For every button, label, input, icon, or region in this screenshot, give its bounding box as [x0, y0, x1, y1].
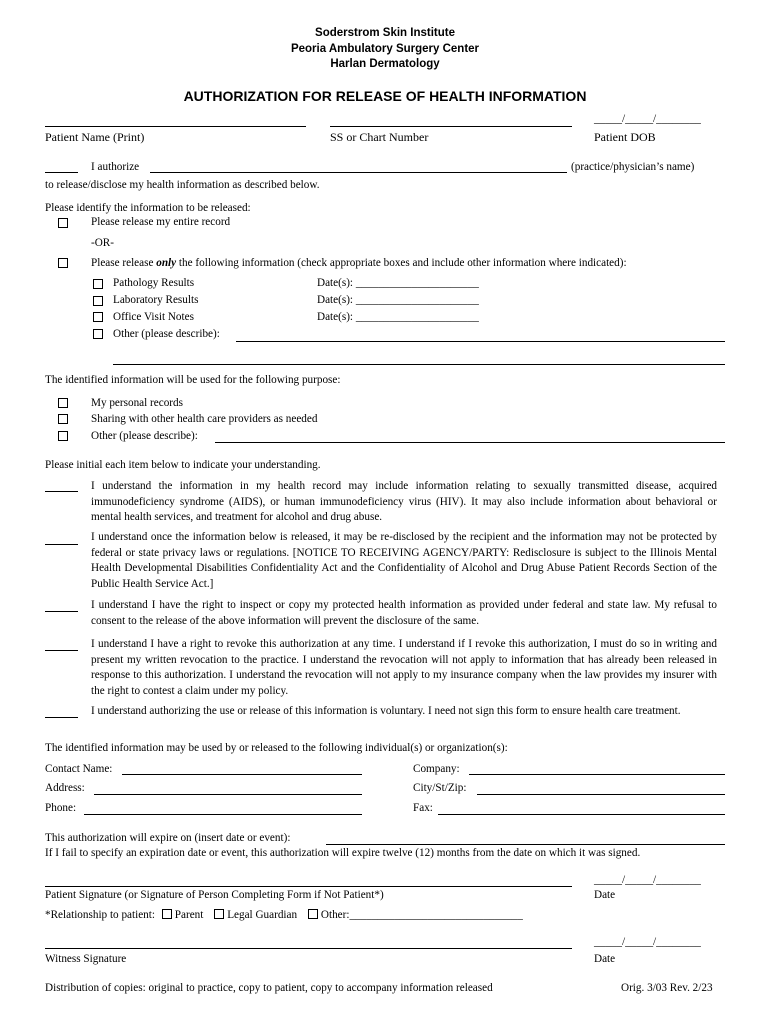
sharing-providers-label: Sharing with other health care providers as needed: [91, 413, 318, 425]
or-separator: -OR-: [91, 237, 114, 249]
office-notes-checkbox[interactable]: [93, 312, 103, 322]
org-name-1: Soderstrom Skin Institute: [315, 27, 455, 39]
address-field[interactable]: [94, 794, 362, 795]
other-purpose-checkbox[interactable]: [58, 431, 68, 441]
understanding-item-1: I understand the information in my health record may include information relating to sexually transmitted disease, acquired immunodeficiency syndrome (AIDS), or human immunodeficiency virus (HIV). It may also include information about behavioral or mental health services, and treatment for alcohol and drug abuse.: [91, 480, 717, 523]
guardian-label: Legal Guardian: [227, 909, 298, 921]
initial-field-1[interactable]: [45, 491, 78, 492]
specific-record-checkbox[interactable]: [58, 258, 68, 268]
purpose-prompt: The identified information will be used for the following purpose:: [45, 374, 341, 386]
relationship-label: *Relationship to patient:: [45, 909, 155, 921]
org-name-2: Peoria Ambulatory Surgery Center: [290, 43, 480, 55]
pathology-checkbox[interactable]: [93, 279, 103, 289]
authorize-line2: to release/disclose my health information as described below.: [45, 179, 320, 191]
chart-number-field[interactable]: [330, 126, 572, 127]
other-purpose-field[interactable]: [215, 442, 725, 443]
contact-name-label: Contact Name:: [45, 763, 113, 775]
specific-record-label: Please release only the following information (check appropriate boxes and include other information where indicated):: [91, 257, 627, 269]
witness-date-field[interactable]: _____/_____/________: [594, 936, 701, 948]
laboratory-checkbox[interactable]: [93, 296, 103, 306]
company-field[interactable]: [469, 774, 725, 775]
expiration-label: This authorization will expire on (insert date or event):: [45, 832, 291, 844]
understanding-item-4: I understand I have a right to revoke this authorization at any time. I understand if I revoke this authorization, I must do so in writing and present my written revocation to the practice. I understand the revocation will not apply to information that has already been released in response to this authorization. I understand the revocation will not apply to my insurance company when the law provides my insurer with the right to contest a claim under my policy.: [91, 638, 717, 697]
authorize-initial-field[interactable]: [45, 172, 78, 173]
dob-label: Patient DOB: [594, 130, 656, 144]
patient-name-field[interactable]: [45, 126, 306, 127]
pathology-label: Pathology Results: [113, 277, 195, 289]
distribution-note: Distribution of copies: original to practice, copy to patient, copy to accompany information released: [45, 982, 493, 994]
city-label: City/St/Zip:: [413, 782, 467, 794]
authorize-label: I authorize: [91, 161, 140, 173]
city-field[interactable]: [477, 794, 725, 795]
dob-field[interactable]: _____/_____/________: [594, 113, 701, 125]
personal-records-checkbox[interactable]: [58, 398, 68, 408]
patient-signature-label: Patient Signature (or Signature of Person Completing Form if Not Patient*): [45, 889, 384, 901]
other-purpose-label: Other (please describe):: [91, 430, 198, 442]
practice-name-suffix: (practice/physician’s name): [571, 161, 695, 173]
other-release-label: Other (please describe):: [113, 328, 220, 340]
patient-signature-date-field[interactable]: _____/_____/________: [594, 874, 701, 886]
initial-field-2[interactable]: [45, 544, 78, 545]
witness-date-label: Date: [594, 953, 616, 965]
other-release-field-2[interactable]: [113, 364, 725, 365]
guardian-checkbox[interactable]: [214, 909, 224, 919]
patient-date-label: Date: [594, 889, 616, 901]
address-label: Address:: [45, 782, 85, 794]
understanding-item-3: I understand I have the right to inspect or copy my protected health information as provided under federal and state law. My refusal to consent to the release of the above information will prevent the disclosure of the same.: [91, 599, 717, 627]
fax-field[interactable]: [438, 814, 725, 815]
expiration-field[interactable]: [326, 844, 725, 845]
pathology-dates-field[interactable]: Date(s): ______________________: [317, 277, 479, 289]
initial-field-5[interactable]: [45, 717, 78, 718]
org-name-3: Harlan Dermatology: [330, 58, 440, 70]
other-release-field[interactable]: [236, 341, 725, 342]
patient-name-label: Patient Name (Print): [45, 130, 145, 144]
understanding-prompt: Please initial each item below to indicate your understanding.: [45, 459, 321, 471]
form-title: AUTHORIZATION FOR RELEASE OF HEALTH INFORMATION: [183, 88, 587, 104]
understanding-item-5: I understand authorizing the use or release of this information is voluntary. I need not sign this form to ensure health care treatment.: [91, 705, 681, 717]
company-label: Company:: [413, 763, 460, 775]
office-notes-label: Office Visit Notes: [113, 311, 194, 323]
chart-number-label: SS or Chart Number: [330, 130, 429, 144]
sharing-providers-checkbox[interactable]: [58, 414, 68, 424]
phone-label: Phone:: [45, 802, 77, 814]
practice-name-field[interactable]: [150, 172, 567, 173]
entire-record-checkbox[interactable]: [58, 218, 68, 228]
witness-signature-field[interactable]: [45, 948, 572, 949]
witness-signature-label: Witness Signature: [45, 953, 127, 965]
relationship-row: [45, 909, 523, 921]
expiration-note: If I fail to specify an expiration date or event, this authorization will expire twelve (12) months from the date on which it was signed.: [45, 847, 641, 859]
recipient-prompt: The identified information may be used by or released to the following individual(s) or organization(s):: [45, 742, 508, 754]
entire-record-label: Please release my entire record: [91, 216, 231, 228]
release-prompt: Please identify the information to be released:: [45, 202, 251, 214]
laboratory-dates-field[interactable]: Date(s): ______________________: [317, 294, 479, 306]
other-release-checkbox[interactable]: [93, 329, 103, 339]
laboratory-label: Laboratory Results: [113, 294, 199, 306]
office-notes-dates-field[interactable]: Date(s): ______________________: [317, 311, 479, 323]
initial-field-3[interactable]: [45, 611, 78, 612]
understanding-item-2: I understand once the information below is released, it may be re-disclosed by the recipient and the information may not be protected by federal or state privacy laws or regulations. [NOTICE TO RECEIVING AGENCY/PARTY: Redisclosure is subject to the Illinois Mental Health Developmental Disabilities Confidentiality Act and the Confidentiality of Alcohol and Drug Abuse Patient Records Section of the Public Health Service Act.]: [91, 531, 717, 590]
patient-signature-field[interactable]: [45, 886, 572, 887]
parent-label: Parent: [174, 909, 204, 921]
contact-name-field[interactable]: [122, 774, 362, 775]
phone-field[interactable]: [84, 814, 362, 815]
revision-label: Orig. 3/03 Rev. 2/23: [621, 982, 713, 994]
other-relationship-field[interactable]: Other:_______________________________: [320, 909, 523, 921]
parent-checkbox[interactable]: [162, 909, 172, 919]
personal-records-label: My personal records: [91, 397, 183, 409]
initial-field-4[interactable]: [45, 650, 78, 651]
other-relationship-checkbox[interactable]: [308, 909, 318, 919]
fax-label: Fax:: [413, 802, 433, 814]
